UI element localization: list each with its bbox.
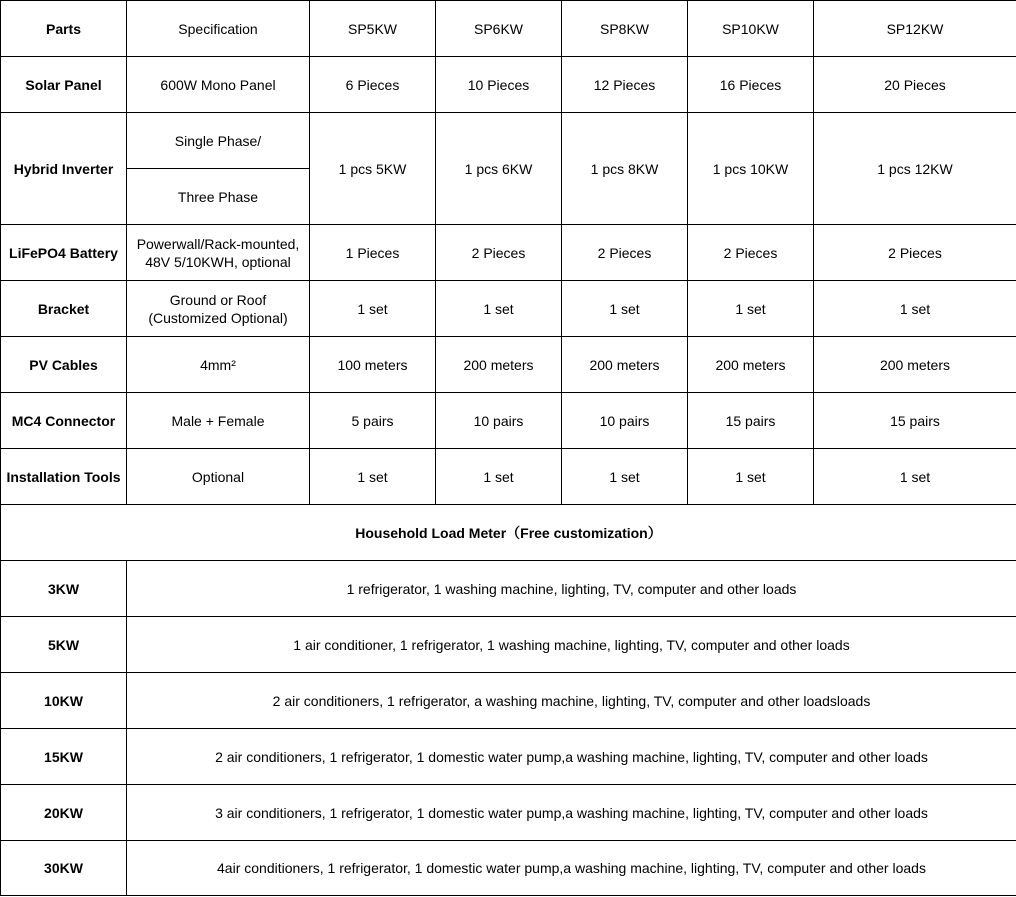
part-value: 1 set [436,281,562,337]
load-power: 10KW [1,673,127,729]
table-row [1,225,1016,281]
part-value: 2 Pieces [814,225,1016,281]
load-power: 30KW [1,841,127,896]
load-row [1,673,1016,729]
part-value: 1 pcs 12KW [814,113,1016,225]
part-value: 1 set [562,449,688,505]
part-value: 200 meters [562,337,688,393]
load-description: 2 air conditioners, 1 refrigerator, a washing machine, lighting, TV, computer and other loadsloads [127,673,1016,729]
load-description: 1 air conditioner, 1 refrigerator, 1 washing machine, lighting, TV, computer and other loads [127,617,1016,673]
table-row [1,337,1016,393]
part-value: 1 set [436,449,562,505]
model-header: SP10KW [688,1,814,57]
part-value: 10 pairs [562,393,688,449]
load-row [1,729,1016,785]
part-name: LiFePO4 Battery [1,225,127,281]
part-value: 6 Pieces [310,57,436,113]
part-value: 1 pcs 8KW [562,113,688,225]
part-value: 2 Pieces [562,225,688,281]
part-value: 1 set [814,449,1016,505]
load-row [1,617,1016,673]
part-value: 1 set [310,449,436,505]
part-value: 1 pcs 5KW [310,113,436,225]
part-spec: 600W Mono Panel [127,57,310,113]
header-row [1,1,1016,57]
part-value: 15 pairs [814,393,1016,449]
spec-line: 48V 5/10KWH, optional [145,253,291,270]
part-name: Installation Tools [1,449,127,505]
part-value: 12 Pieces [562,57,688,113]
load-row [1,785,1016,841]
part-spec: 4mm² [127,337,310,393]
specification-header: Specification [127,1,310,57]
part-value: 15 pairs [688,393,814,449]
load-power: 5KW [1,617,127,673]
section-title-row [1,505,1016,561]
part-value: 1 set [310,281,436,337]
part-value: 200 meters [814,337,1016,393]
part-value: 200 meters [436,337,562,393]
part-spec: Optional [127,449,310,505]
table-row [1,113,1016,169]
part-value: 1 pcs 10KW [688,113,814,225]
part-value: 200 meters [688,337,814,393]
part-value: 16 Pieces [688,57,814,113]
load-power: 3KW [1,561,127,617]
part-value: 2 Pieces [436,225,562,281]
part-spec [127,225,310,281]
part-value: 1 set [814,281,1016,337]
part-spec: Three Phase [127,169,310,225]
part-value: 100 meters [310,337,436,393]
part-name: MC4 Connector [1,393,127,449]
part-name: Bracket [1,281,127,337]
part-spec [127,281,310,337]
model-header: SP5KW [310,1,436,57]
load-description: 4air conditioners, 1 refrigerator, 1 domestic water pump,a washing machine, lighting, TV, computer and other loads [127,841,1016,896]
part-name: Solar Panel [1,57,127,113]
part-value: 1 set [562,281,688,337]
spec-line: Powerwall/Rack-mounted, [136,235,300,252]
part-value: 10 pairs [436,393,562,449]
load-row [1,841,1016,896]
part-value: 10 Pieces [436,57,562,113]
model-header: SP12KW [814,1,1016,57]
parts-header: Parts [1,1,127,57]
table-row [1,393,1016,449]
part-value: 1 pcs 6KW [436,113,562,225]
model-header: SP6KW [436,1,562,57]
part-spec: Male + Female [127,393,310,449]
part-name: PV Cables [1,337,127,393]
part-name: Hybrid Inverter [1,113,127,225]
part-value: 20 Pieces [814,57,1016,113]
spec-line: Ground or Roof [169,291,267,308]
model-header: SP8KW [562,1,688,57]
spec-line: (Customized Optional) [148,309,288,326]
load-row [1,561,1016,617]
load-description: 1 refrigerator, 1 washing machine, lighting, TV, computer and other loads [127,561,1016,617]
part-value: 1 set [688,449,814,505]
part-spec: Single Phase/ [127,113,310,169]
part-value: 1 set [688,281,814,337]
part-value: 1 Pieces [310,225,436,281]
table-row [1,281,1016,337]
load-power: 20KW [1,785,127,841]
part-value: 2 Pieces [688,225,814,281]
load-meter-title: Household Load Meter（Free customization） [1,505,1016,561]
part-value: 5 pairs [310,393,436,449]
load-power: 15KW [1,729,127,785]
load-description: 2 air conditioners, 1 refrigerator, 1 domestic water pump,a washing machine, lighting, TV, computer and other loads [127,729,1016,785]
table-row [1,57,1016,113]
table-row [1,449,1016,505]
load-description: 3 air conditioners, 1 refrigerator, 1 domestic water pump,a washing machine, lighting, TV, computer and other loads [127,785,1016,841]
